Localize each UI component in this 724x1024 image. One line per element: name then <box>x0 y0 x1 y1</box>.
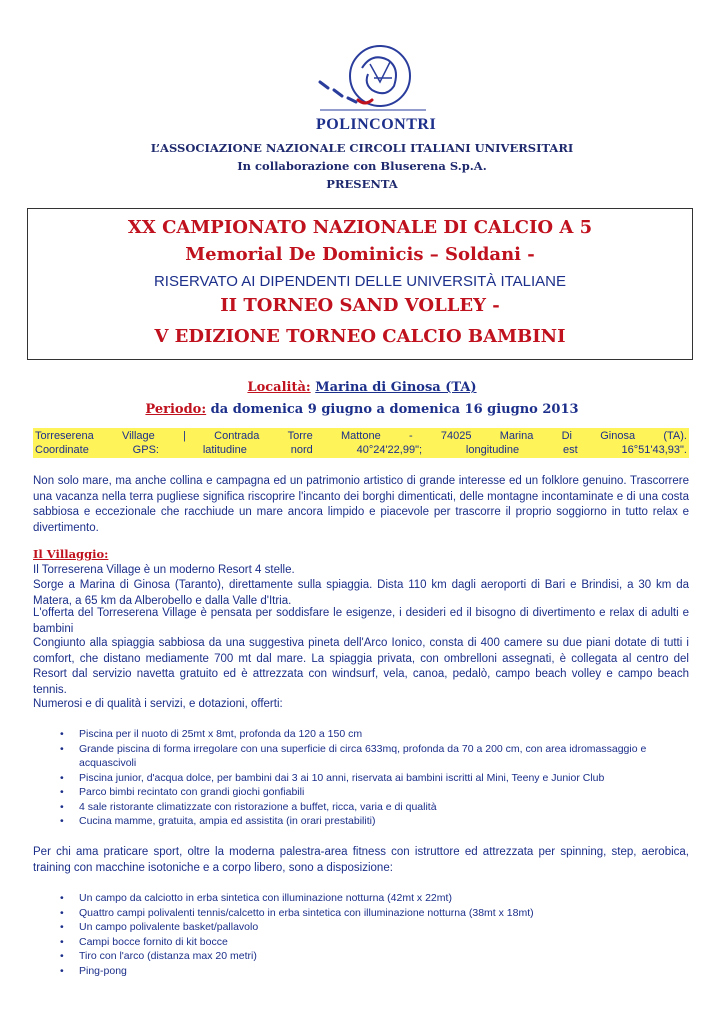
list-item: • Parco bimbi recintato con grandi giochi gonfiabili <box>60 785 700 800</box>
location-label: Località: <box>247 380 311 395</box>
title-kids-tournament: V EDIZIONE TORNEO CALCIO BAMBINI <box>154 326 566 347</box>
list-item: • Piscina per il nuoto di 25mt x 8mt, profonda da 120 a 150 cm <box>60 727 700 742</box>
gps-word: est <box>562 444 578 456</box>
address-row <box>35 430 687 442</box>
list-item: • 4 sale ristorante climatizzate con ristorazione a buffet, ricca, varia e di qualità <box>60 800 700 815</box>
presents-line: PRESENTA <box>326 177 398 191</box>
gps-word: GPS: <box>132 444 159 456</box>
address-word: | <box>183 430 186 442</box>
address-word: Torreserena <box>35 430 94 442</box>
list-item: • Campi bocce fornito di kit bocce <box>60 935 700 950</box>
title-championship: XX CAMPIONATO NAZIONALE DI CALCIO A 5 <box>127 217 593 238</box>
period-label: Periodo: <box>145 402 207 417</box>
services-list <box>60 727 700 829</box>
sport-paragraph: Per chi ama praticare sport, oltre la moderna palestra-area fitness con istruttore ed attrezzata per spinning, step, aerobica, training con macchine isotoniche e a corpo libero, sono a disposizione: <box>33 846 689 874</box>
location-value: Marina di Ginosa (TA) <box>315 380 477 395</box>
village-p3: L'offerta del Torreserena Village è pensata per soddisfare le esigenze, i desideri ed il bisogno di divertimento e relax di adulti e bambini <box>33 607 689 635</box>
address-word: 74025 <box>440 430 472 442</box>
address-word: Ginosa <box>600 430 636 442</box>
title-memorial: Memorial De Dominicis – Soldani - <box>185 244 535 265</box>
logo-text: POLINCONTRI <box>316 116 437 133</box>
sports-list <box>60 891 700 978</box>
collaboration-line: In collaborazione con Bluserena S.p.A. <box>237 159 487 173</box>
gps-row <box>35 444 687 456</box>
title-reserved: RISERVATO AI DIPENDENTI DELLE UNIVERSITÀ ITALIANE <box>153 273 567 290</box>
title-box <box>27 208 693 360</box>
period-value: da domenica 9 giugno a domenica 16 giugno 2013 <box>210 402 579 417</box>
gps-word: Coordinate <box>35 444 89 456</box>
list-item: • Ping-pong <box>60 964 700 979</box>
list-item: • Quattro campi polivalenti tennis/calcetto in erba sintetica con illuminazione notturna (38mt x 18mt) <box>60 906 700 921</box>
village-p1: Il Torreserena Village è un moderno Resort 4 stelle. <box>33 564 295 576</box>
title-sand-volley: II TORNEO SAND VOLLEY - <box>220 295 500 316</box>
address-word: Contrada <box>214 430 260 442</box>
address-word: Marina <box>499 430 534 442</box>
gps-word: longitudine <box>465 444 520 456</box>
village-p4: Congiunto alla spiaggia sabbiosa da una suggestiva pineta dell'Arco Ionico, consta di 400 camere su due piani dotate di tutti i comfort, che distano mediamente 700 mt dal mare. La spiaggia privata, con ombrelloni assegnati, è collegata al centro del Resort dal servizio navetta gratuito ed è attrezzata con windsurf, vela, canoa, pedalò, campo beach volley e campo beach tennis. <box>33 637 689 696</box>
list-item: • Grande piscina di forma irregolare con una superficie di circa 633mq, profonda da 70 a 200 cm, con area idromassaggio e acquascivoli <box>60 742 700 771</box>
address-word: (TA). <box>663 430 687 442</box>
address-word: Village <box>121 430 155 442</box>
list-item: • Cucina mamme, gratuita, ampia ed assistita (in orari prestabiliti) <box>60 814 700 829</box>
gps-word: nord <box>290 444 313 456</box>
list-item: • Un campo polivalente basket/pallavolo <box>60 920 700 935</box>
list-item: • Un campo da calciotto in erba sintetica con illuminazione notturna (42mt x 22mt) <box>60 891 700 906</box>
gps-word: 16°51'43,93". <box>621 444 687 456</box>
intro-paragraph: Non solo mare, ma anche collina e campagna ed un patrimonio artistico di grande interesse ed un folklore genuino. Trascorrere una vacanza nella terra pugliese significa riscoprire l'incanto dei borghi dimenticati, delle montagne incontaminate e di una costa sabbiosa e eccezionale che racchiude un mare ancora limpido e piacevole per trascorre il proprio soggiorno in tutto relax e divertimento. <box>33 475 689 534</box>
village-heading: Il Villaggio: <box>33 547 109 561</box>
address-word: Torre <box>287 430 313 442</box>
gps-word: 40°24'22,99"; <box>356 444 423 456</box>
address-word: Mattone <box>340 430 381 442</box>
address-word: - <box>408 430 413 442</box>
village-p2: Sorge a Marina di Ginosa (Taranto), direttamente sulla spiaggia. Dista 110 km dagli aeroporti di Bari e Brindisi, a 30 km da Matera, a 65 km da Alberobello e dalla Valle d'Itria. <box>33 579 689 607</box>
list-item: • Tiro con l'arco (distanza max 20 metri) <box>60 949 700 964</box>
period-line <box>0 402 724 417</box>
gps-word: latitudine <box>202 444 247 456</box>
location-line <box>0 380 724 395</box>
village-p5: Numerosi e di qualità i servizi, e dotazioni, offerti: <box>33 698 283 710</box>
list-item: • Piscina junior, d'acqua dolce, per bambini dai 3 ai 10 anni, riservata ai bambini iscritti al Mini, Teeny e Junior Club <box>60 771 700 786</box>
association-name: L’ASSOCIAZIONE NAZIONALE CIRCOLI ITALIANI UNIVERSITARI <box>150 141 574 155</box>
address-word: Di <box>561 430 572 442</box>
